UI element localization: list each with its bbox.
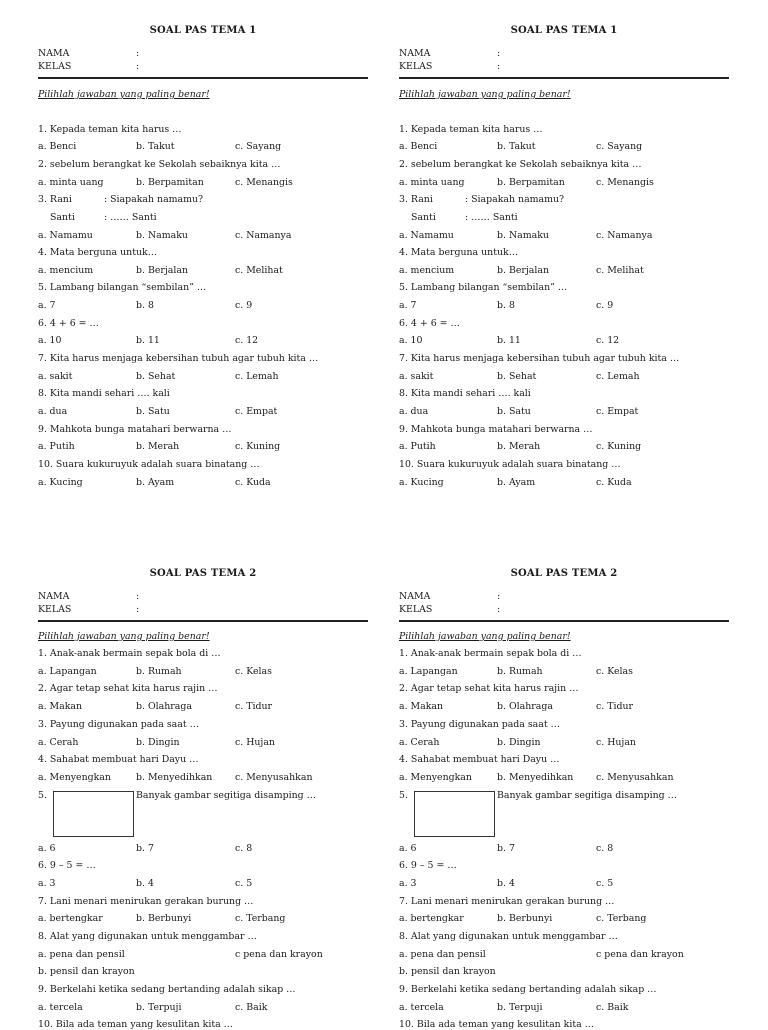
option-c: c. Empat xyxy=(235,406,278,417)
question-5: 5. xyxy=(399,790,408,801)
option-c: c. Namanya xyxy=(596,230,653,241)
option-c: c. Baik xyxy=(235,1002,268,1013)
option-a: a. Putih xyxy=(38,441,75,452)
option-c: c. Sayang xyxy=(235,141,282,152)
question-3-dialog: : Siapakah namamu? xyxy=(465,194,565,205)
option-b: b. Sehat xyxy=(136,371,176,382)
option-a: a. 10 xyxy=(399,335,423,346)
option-b: b. Sehat xyxy=(497,371,537,382)
question-8: 8. Alat yang digunakan untuk menggambar … xyxy=(38,931,257,942)
option-c: c. Menangis xyxy=(235,177,293,188)
option-a: a. Cerah xyxy=(38,737,79,748)
option-c: c. Kelas xyxy=(235,666,272,677)
question-5: 5. xyxy=(38,790,47,801)
option-b: b. Berjalan xyxy=(497,265,550,276)
option-b: b. Namaku xyxy=(497,230,549,241)
question-10: 10. Suara kukuruyuk adalah suara binatang … xyxy=(399,459,621,470)
option-a: a. tercela xyxy=(399,1002,444,1013)
option-b: b. Rumah xyxy=(136,666,182,677)
option-a: a. 6 xyxy=(399,843,417,854)
question-8: 8. Kita mandi sehari …. kali xyxy=(399,388,531,399)
name-label: NAMA xyxy=(38,48,70,59)
header-divider xyxy=(38,620,368,622)
question-3: 3. Rani xyxy=(399,194,433,205)
question-9: 9. Mahkota bunga matahari berwarna … xyxy=(38,424,232,435)
option-a: a. dua xyxy=(38,406,68,417)
option-c: c. Terbang xyxy=(596,913,647,924)
question-1: 1. Anak-anak bermain sepak bola di … xyxy=(399,648,582,659)
option-c: c. Namanya xyxy=(235,230,292,241)
option-c: c. Lemah xyxy=(235,371,279,382)
question-5-text: Banyak gambar segitiga disamping … xyxy=(136,790,316,801)
worksheet-tema2-left xyxy=(38,545,368,1030)
option-b: b. Berpamitan xyxy=(497,177,565,188)
question-5: 5. Lambang bilangan “sembilan” … xyxy=(399,282,568,293)
question-1: 1. Kepada teman kita harus … xyxy=(399,124,543,135)
worksheet-tema1-right xyxy=(399,0,729,500)
instruction: Pilihlah jawaban yang paling benar! xyxy=(38,631,210,642)
question-3-reply: : …… Santi xyxy=(104,212,157,223)
option-b: b. Terpuji xyxy=(136,1002,182,1013)
name-colon: : xyxy=(497,48,501,59)
option-b: b. Takut xyxy=(497,141,536,152)
worksheet-title: SOAL PAS TEMA 1 xyxy=(510,25,618,36)
question-9: 9. Berkelahi ketika sedang bertanding adalah sikap … xyxy=(399,984,657,995)
option-a: a. sakit xyxy=(399,371,434,382)
option-b: b. Takut xyxy=(136,141,175,152)
option-a: a. mencium xyxy=(399,265,455,276)
question-9: 9. Mahkota bunga matahari berwarna … xyxy=(399,424,593,435)
instruction: Pilihlah jawaban yang paling benar! xyxy=(399,631,571,642)
option-a: a. mencium xyxy=(38,265,94,276)
option-a: a. Namamu xyxy=(399,230,454,241)
question-3-reply: : …… Santi xyxy=(465,212,518,223)
option-b: b. Berbunyi xyxy=(497,913,553,924)
option-c: c. Terbang xyxy=(235,913,286,924)
option-c: c. 8 xyxy=(596,843,614,854)
option-c: c. 9 xyxy=(596,300,614,311)
question-1: 1. Anak-anak bermain sepak bola di … xyxy=(38,648,221,659)
option-b: b. Merah xyxy=(497,441,541,452)
question-3-speaker: Santi xyxy=(50,212,75,223)
class-colon: : xyxy=(136,61,140,72)
option-c: c. 12 xyxy=(596,335,620,346)
question-7: 7. Lani menari menirukan gerakan burung … xyxy=(38,896,254,907)
option-c: c. Kuda xyxy=(235,477,271,488)
option-b: b. Merah xyxy=(136,441,180,452)
instruction: Pilihlah jawaban yang paling benar! xyxy=(399,89,571,100)
option-b: b. Olahraga xyxy=(136,701,192,712)
option-c: c. Kuda xyxy=(596,477,632,488)
question-7: 7. Kita harus menjaga kebersihan tubuh agar tubuh kita … xyxy=(399,353,680,364)
question-6: 6. 9 – 5 = … xyxy=(38,860,96,871)
name-label: NAMA xyxy=(399,591,431,602)
header-divider xyxy=(399,620,729,622)
option-a: a. Putih xyxy=(399,441,436,452)
triangle-picture-frame xyxy=(53,791,134,837)
option-a: a. Menyengkan xyxy=(399,772,472,783)
option-b: b. 11 xyxy=(497,335,521,346)
option-c: c. Empat xyxy=(596,406,639,417)
option-a: a. Kucing xyxy=(38,477,83,488)
header-divider xyxy=(38,77,368,79)
option-b: b. Rumah xyxy=(497,666,543,677)
option-c: c. Tidur xyxy=(596,701,633,712)
option-c: c. Baik xyxy=(596,1002,629,1013)
option-a: a. minta uang xyxy=(399,177,465,188)
class-colon: : xyxy=(136,604,140,615)
worksheet-title: SOAL PAS TEMA 2 xyxy=(149,568,257,579)
option-b: b. Ayam xyxy=(136,477,175,488)
option-c: c. Sayang xyxy=(596,141,643,152)
option-c: c. Menangis xyxy=(596,177,654,188)
name-colon: : xyxy=(136,48,140,59)
worksheet-title: SOAL PAS TEMA 1 xyxy=(149,25,257,36)
option-a: a. minta uang xyxy=(38,177,104,188)
question-6: 6. 4 + 6 = … xyxy=(399,318,460,329)
option-b: b. pensil dan krayon xyxy=(38,966,135,977)
question-3-dialog: : Siapakah namamu? xyxy=(104,194,204,205)
question-5-text: Banyak gambar segitiga disamping … xyxy=(497,790,677,801)
class-label: KELAS xyxy=(399,604,433,615)
question-9: 9. Berkelahi ketika sedang bertanding adalah sikap … xyxy=(38,984,296,995)
option-b: b. Berjalan xyxy=(136,265,189,276)
class-label: KELAS xyxy=(38,604,72,615)
option-a: a. 6 xyxy=(38,843,56,854)
option-b: b. Ayam xyxy=(497,477,536,488)
option-b: b. 4 xyxy=(136,878,154,889)
option-c: c. 12 xyxy=(235,335,259,346)
option-b: b. 7 xyxy=(136,843,154,854)
option-c: c pena dan krayon xyxy=(596,949,684,960)
option-a: a. Benci xyxy=(399,141,438,152)
question-3: 3. Payung digunakan pada saat … xyxy=(38,719,199,730)
question-3: 3. Payung digunakan pada saat … xyxy=(399,719,560,730)
worksheet-tema2-right xyxy=(399,545,729,1030)
question-6: 6. 9 – 5 = … xyxy=(399,860,457,871)
option-b: b. 7 xyxy=(497,843,515,854)
option-c: c. Hujan xyxy=(235,737,275,748)
question-8: 8. Alat yang digunakan untuk menggambar … xyxy=(399,931,618,942)
option-c: c. 8 xyxy=(235,843,253,854)
option-b: b. 8 xyxy=(497,300,515,311)
class-colon: : xyxy=(497,61,501,72)
question-4: 4. Mata berguna untuk… xyxy=(38,247,158,258)
question-10: 10. Suara kukuruyuk adalah suara binatang … xyxy=(38,459,260,470)
option-b: b. pensil dan krayon xyxy=(399,966,496,977)
question-2: 2. Agar tetap sehat kita harus rajin … xyxy=(399,683,579,694)
option-a: a. Makan xyxy=(38,701,83,712)
option-c: c. 9 xyxy=(235,300,253,311)
option-a: a. Makan xyxy=(399,701,444,712)
option-c: c. Lemah xyxy=(596,371,640,382)
option-c: c. 5 xyxy=(596,878,614,889)
name-colon: : xyxy=(497,591,501,602)
option-c: c. Kelas xyxy=(596,666,633,677)
option-a: a. 7 xyxy=(399,300,417,311)
option-c: c pena dan krayon xyxy=(235,949,323,960)
option-c: c. Kuning xyxy=(596,441,642,452)
option-a: a. Menyengkan xyxy=(38,772,111,783)
name-label: NAMA xyxy=(38,591,70,602)
option-b: b. Menyedihkan xyxy=(497,772,574,783)
triangle-picture-frame xyxy=(414,791,495,837)
option-a: a. Namamu xyxy=(38,230,93,241)
option-a: a. Kucing xyxy=(399,477,444,488)
class-label: KELAS xyxy=(38,61,72,72)
option-a: a. pena dan pensil xyxy=(38,949,125,960)
option-c: c. Hujan xyxy=(596,737,636,748)
question-8: 8. Kita mandi sehari …. kali xyxy=(38,388,170,399)
question-5: 5. Lambang bilangan “sembilan” … xyxy=(38,282,207,293)
option-b: b. 4 xyxy=(497,878,515,889)
option-a: a. Lapangan xyxy=(38,666,97,677)
option-b: b. Berbunyi xyxy=(136,913,192,924)
option-c: c. Kuning xyxy=(235,441,281,452)
option-a: a. Cerah xyxy=(399,737,440,748)
option-b: b. Namaku xyxy=(136,230,188,241)
question-6: 6. 4 + 6 = … xyxy=(38,318,99,329)
option-b: b. Satu xyxy=(136,406,170,417)
option-a: a. dua xyxy=(399,406,429,417)
option-b: b. Menyedihkan xyxy=(136,772,213,783)
option-b: b. Terpuji xyxy=(497,1002,543,1013)
question-10: 10. Bila ada teman yang kesulitan kita … xyxy=(38,1019,234,1030)
option-c: c. Melihat xyxy=(235,265,283,276)
option-a: a. tercela xyxy=(38,1002,83,1013)
class-label: KELAS xyxy=(399,61,433,72)
option-a: a. sakit xyxy=(38,371,73,382)
option-c: c. Melihat xyxy=(596,265,644,276)
question-7: 7. Kita harus menjaga kebersihan tubuh agar tubuh kita … xyxy=(38,353,319,364)
option-a: a. bertengkar xyxy=(38,913,103,924)
option-b: b. Olahraga xyxy=(497,701,553,712)
option-a: a. 7 xyxy=(38,300,56,311)
question-7: 7. Lani menari menirukan gerakan burung … xyxy=(399,896,615,907)
option-a: a. bertengkar xyxy=(399,913,464,924)
option-a: a. 10 xyxy=(38,335,62,346)
question-1: 1. Kepada teman kita harus … xyxy=(38,124,182,135)
option-b: b. Dingin xyxy=(136,737,180,748)
class-colon: : xyxy=(497,604,501,615)
name-colon: : xyxy=(136,591,140,602)
header-divider xyxy=(399,77,729,79)
name-label: NAMA xyxy=(399,48,431,59)
option-b: b. Berpamitan xyxy=(136,177,204,188)
question-2: 2. Agar tetap sehat kita harus rajin … xyxy=(38,683,218,694)
option-a: a. Benci xyxy=(38,141,77,152)
option-c: c. Menyusahkan xyxy=(235,772,313,783)
option-b: b. Dingin xyxy=(497,737,541,748)
option-b: b. 8 xyxy=(136,300,154,311)
option-a: a. pena dan pensil xyxy=(399,949,486,960)
question-4: 4. Mata berguna untuk… xyxy=(399,247,519,258)
question-2: 2. sebelum berangkat ke Sekolah sebaiknya kita … xyxy=(38,159,281,170)
question-3: 3. Rani xyxy=(38,194,72,205)
question-4: 4. Sahabat membuat hari Dayu … xyxy=(399,754,560,765)
worksheet-title: SOAL PAS TEMA 2 xyxy=(510,568,618,579)
question-3-speaker: Santi xyxy=(411,212,436,223)
option-a: a. 3 xyxy=(38,878,56,889)
instruction: Pilihlah jawaban yang paling benar! xyxy=(38,89,210,100)
option-c: c. Tidur xyxy=(235,701,272,712)
question-2: 2. sebelum berangkat ke Sekolah sebaiknya kita … xyxy=(399,159,642,170)
question-4: 4. Sahabat membuat hari Dayu … xyxy=(38,754,199,765)
option-c: c. Menyusahkan xyxy=(596,772,674,783)
option-b: b. Satu xyxy=(497,406,531,417)
question-10: 10. Bila ada teman yang kesulitan kita … xyxy=(399,1019,595,1030)
option-a: a. Lapangan xyxy=(399,666,458,677)
option-a: a. 3 xyxy=(399,878,417,889)
option-b: b. 11 xyxy=(136,335,160,346)
option-c: c. 5 xyxy=(235,878,253,889)
worksheet-tema1-left xyxy=(38,0,368,500)
